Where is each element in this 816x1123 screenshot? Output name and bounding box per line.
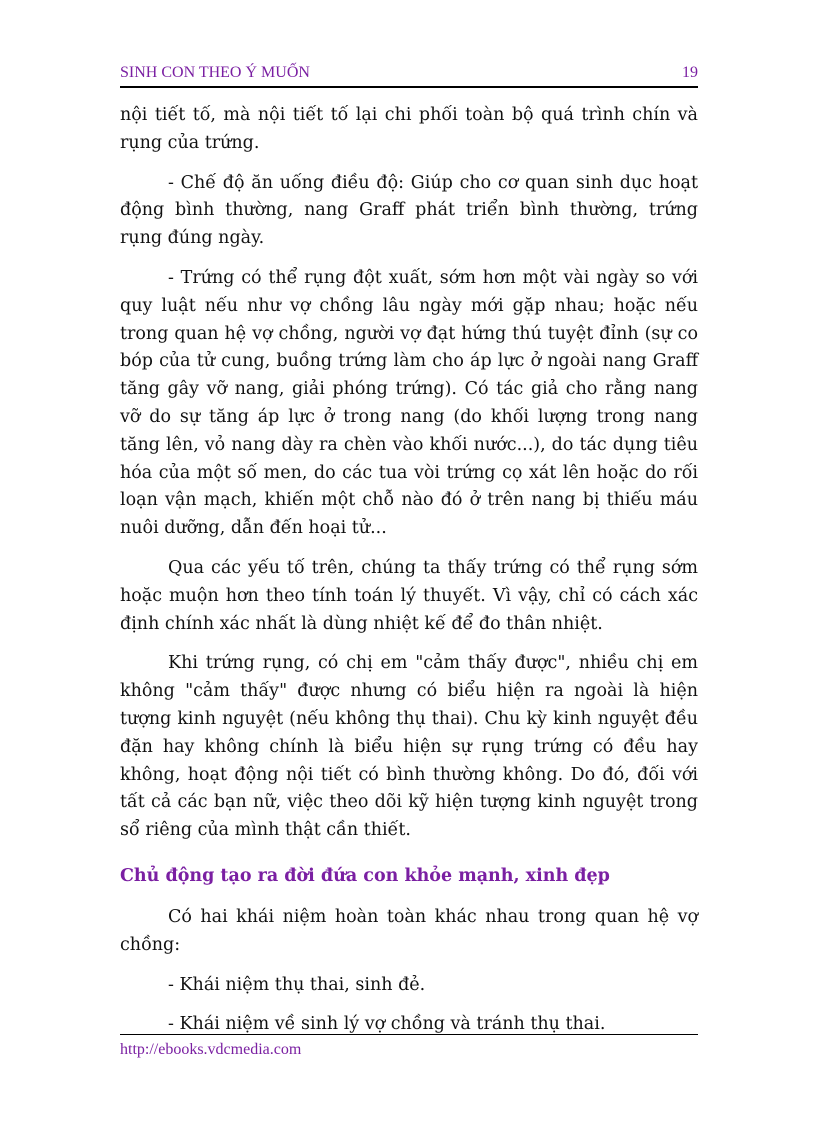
page-number: 19: [682, 64, 698, 81]
paragraph: Qua các yếu tố trên, chúng ta thấy trứng có thể rụng sớm hoặc muộn hơn theo tính toán lý thuyết. Vì vậy, chỉ có cách xác định chính xác nhất là dùng nhiệt kế để đo thân nhiệt.: [120, 557, 698, 634]
page-footer: [120, 1034, 698, 1059]
footer-link[interactable]: http://ebooks.vdcmedia.com: [120, 1041, 302, 1058]
paragraph: Khi trứng rụng, có chị em "cảm thấy được", nhiều chị em không "cảm thấy" được nhưng có biểu hiện ra ngoài là hiện tượng kinh nguyệt (nếu không thụ thai). Chu kỳ kinh nguyệt đều đặn hay không chính là biểu hiện sự rụng trứng có đều hay không, hoạt động nội tiết có bình thường không. Do đó, đối với tất cả các bạn nữ, việc theo dõi kỹ hiện tượng kinh nguyệt trong sổ riêng của mình thật cần thiết.: [120, 653, 698, 841]
list-item: - Khái niệm về sinh lý vợ chồng và tránh thụ thai.: [168, 1014, 606, 1035]
section-heading: Chủ động tạo ra đời đứa con khỏe mạnh, xinh đẹp: [120, 865, 610, 886]
book-title: SINH CON THEO Ý MUỐN: [120, 64, 310, 81]
paragraph: Có hai khái niệm hoàn toàn khác nhau trong quan hệ vợ chồng:: [120, 906, 698, 955]
paragraph: nội tiết tố, mà nội tiết tố lại chi phối toàn bộ quá trình chín và rụng của trứng.: [120, 105, 698, 153]
list-item: - Khái niệm thụ thai, sinh đẻ.: [168, 974, 426, 995]
paragraph: - Trứng có thể rụng đột xuất, sớm hơn một vài ngày so với quy luật nếu như vợ chồng lâu ngày mới gặp nhau; hoặc nếu trong quan hệ vợ chồng, người vợ đạt hứng thú tuyệt đỉnh (sự co bóp của tử cung, buồng trứng làm cho áp lực ở ngoài nang Graff tăng gây vỡ nang, giải phóng trứng). Có tác giả cho rằng nang vỡ do sự tăng áp lực ở trong nang (do khối lượng trong nang tăng lên, vỏ nang dày ra chèn vào khối nước...), do tác dụng tiêu hóa của một số men, do các tua vòi trứng cọ xát lên hoặc do rối loạn vận mạch, khiến một chỗ nào đó ở trên nang bị thiếu máu nuôi dưỡng, dẫn đến hoại tử...: [120, 267, 698, 539]
page-header: [120, 62, 698, 88]
paragraph: - Chế độ ăn uống điều độ: Giúp cho cơ quan sinh dục hoạt động bình thường, nang Graff phát triển bình thường, trứng rụng đúng ngày.: [120, 172, 698, 249]
page-body: [120, 102, 698, 1051]
